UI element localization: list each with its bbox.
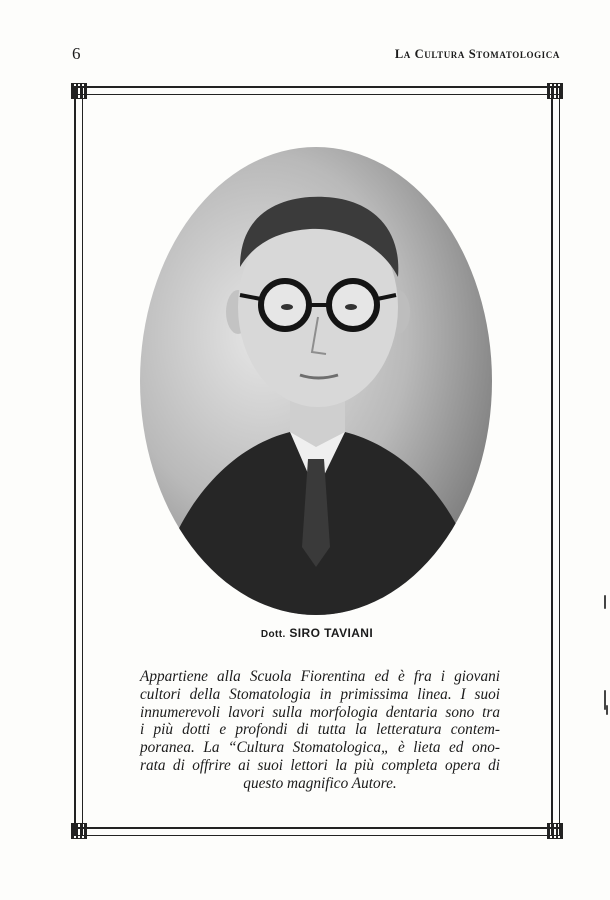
scan-artifact xyxy=(604,595,606,609)
paragraph-line: rata di offrire ai suoi lettori la più completa opera di xyxy=(140,756,500,774)
portrait-photo xyxy=(140,147,492,615)
frame-corner-ornament xyxy=(547,83,563,99)
frame-corner-ornament xyxy=(547,823,563,839)
frame-right-rule xyxy=(551,86,560,836)
paragraph-line: i più dotti e profondi di tutta la letteratura contem- xyxy=(140,721,500,739)
portrait-caption xyxy=(74,626,560,640)
portrait-illustration xyxy=(140,147,492,615)
page-number: 6 xyxy=(72,44,81,63)
caption-name: SIRO TAVIANI xyxy=(289,626,374,640)
paragraph-line: Appartiene alla Scuola Fiorentina ed è fra i giovani xyxy=(140,668,500,685)
scan-artifact xyxy=(606,705,608,715)
frame-left-rule xyxy=(74,86,83,836)
running-title: La Cultura Stomatologica xyxy=(394,47,560,61)
paragraph-line: poranea. La “Cultura Stomatologica„ è lieta ed ono- xyxy=(140,739,500,757)
paragraph-line: innumerevoli lavori sulla morfologia dentaria sono tra xyxy=(140,703,500,721)
frame-bottom-rule xyxy=(74,827,560,836)
frame-corner-ornament xyxy=(71,83,87,99)
frame-top-rule xyxy=(74,86,560,95)
caption-title-prefix: Dott. xyxy=(260,629,286,640)
paragraph-line: questo magnifico Autore. xyxy=(243,774,397,792)
paragraph-line: cultori della Stomatologia in primissima linea. I suoi xyxy=(140,685,500,703)
biography-paragraph xyxy=(140,668,500,793)
frame-corner-ornament xyxy=(71,823,87,839)
